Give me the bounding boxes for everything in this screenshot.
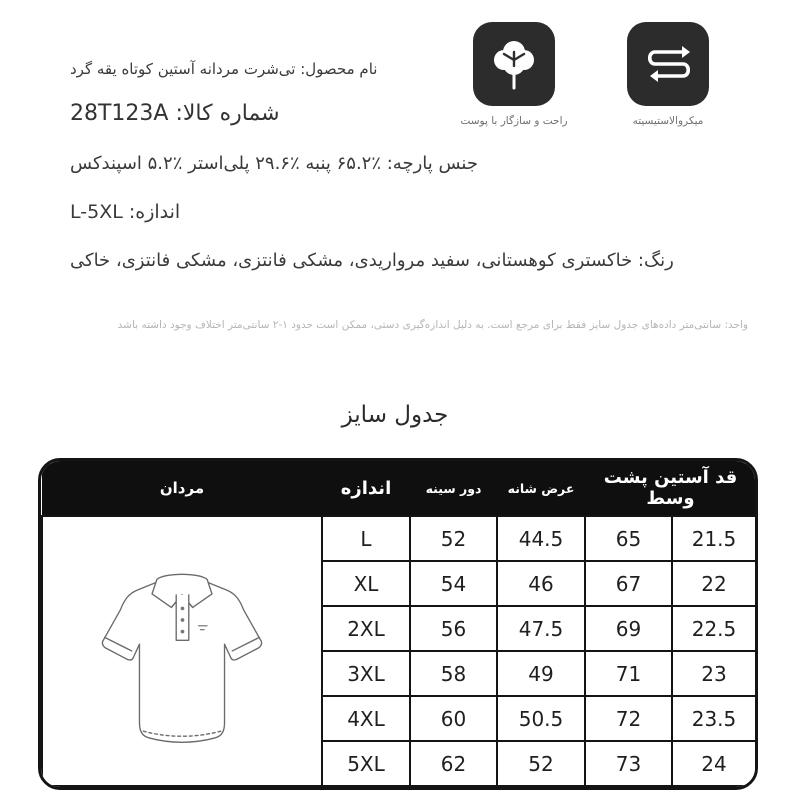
col-header-men: مردان: [42, 461, 322, 516]
chest-cell: 52: [410, 516, 497, 561]
chest-cell: 56: [410, 606, 497, 651]
size-cell: 2XL: [322, 606, 410, 651]
sleeve-cell: 22.5: [672, 606, 756, 651]
shoulder-cell: 50.5: [497, 696, 585, 741]
length-cell: 65: [585, 516, 672, 561]
sleeve-cell: 24: [672, 741, 756, 786]
length-cell: 72: [585, 696, 672, 741]
polo-shirt-drawing-cell: [42, 516, 322, 786]
chest-cell: 54: [410, 561, 497, 606]
cotton-icon: [473, 22, 555, 106]
col-header-chest: دور سینه: [410, 461, 497, 516]
shoulder-cell: 52: [497, 741, 585, 786]
header-row: [42, 461, 756, 516]
color-options-line: رنگ: خاکستری کوهستانی، سفید مرواریدی، مشکی فانتزی، مشکی فانتزی، خاکی: [70, 250, 674, 271]
size-cell: 5XL: [322, 741, 410, 786]
chest-cell: 62: [410, 741, 497, 786]
size-cell: 3XL: [322, 651, 410, 696]
shoulder-cell: 46: [497, 561, 585, 606]
cotton-icon-label: راحت و سازگار با پوست: [460, 115, 568, 127]
length-cell: 73: [585, 741, 672, 786]
length-cell: 71: [585, 651, 672, 696]
measurement-note: واحد: سانتی‌متر داده‌های جدول سایز فقط برای مرجع است. به دلیل اندازه‌گیری دستی، ممکن است حدود ۱-۲ سانتی‌متر اختلاف وجود داشته باشد: [117, 319, 748, 331]
shoulder-cell: 49: [497, 651, 585, 696]
length-cell: 67: [585, 561, 672, 606]
size-chart-table-wrap: [38, 458, 758, 790]
elasticity-icon-label: میکروالاستیسیته: [632, 115, 704, 127]
size-range-line: اندازه: L-5XL: [70, 201, 181, 223]
feature-elasticity: [588, 22, 748, 127]
size-chart-table: [41, 461, 757, 787]
size-cell: L: [322, 516, 410, 561]
fabric-composition-line: جنس پارچه: ٪۶۵.۲ پنبه ٪۲۹.۶ پلی‌استر ٪۵.۲ اسپندکس: [70, 153, 478, 174]
sleeve-cell: 23.5: [672, 696, 756, 741]
shoulder-cell: 47.5: [497, 606, 585, 651]
polo-shirt-drawing: [53, 533, 311, 765]
product-name-line: نام محصول: تی‌شرت مردانه آستین کوتاه یقه گرد: [70, 60, 378, 78]
size-cell: 4XL: [322, 696, 410, 741]
length-cell: 69: [585, 606, 672, 651]
chest-cell: 58: [410, 651, 497, 696]
col-header-shoulder: عرض شانه: [497, 461, 585, 516]
col-header-size: اندازه: [322, 461, 410, 516]
sleeve-cell: 21.5: [672, 516, 756, 561]
sleeve-cell: 23: [672, 651, 756, 696]
elasticity-icon: [627, 22, 709, 106]
col-header-back-sleeve-length: قد آستین پشت وسط: [585, 461, 756, 516]
feature-cotton: [434, 22, 594, 127]
size-cell: XL: [322, 561, 410, 606]
sleeve-cell: 22: [672, 561, 756, 606]
size-chart-title: جدول سایز: [341, 402, 449, 428]
product-sku-line: شماره کالا: 28T123A: [70, 101, 280, 126]
chest-cell: 60: [410, 696, 497, 741]
shoulder-cell: 44.5: [497, 516, 585, 561]
size-row-l: [42, 516, 756, 561]
